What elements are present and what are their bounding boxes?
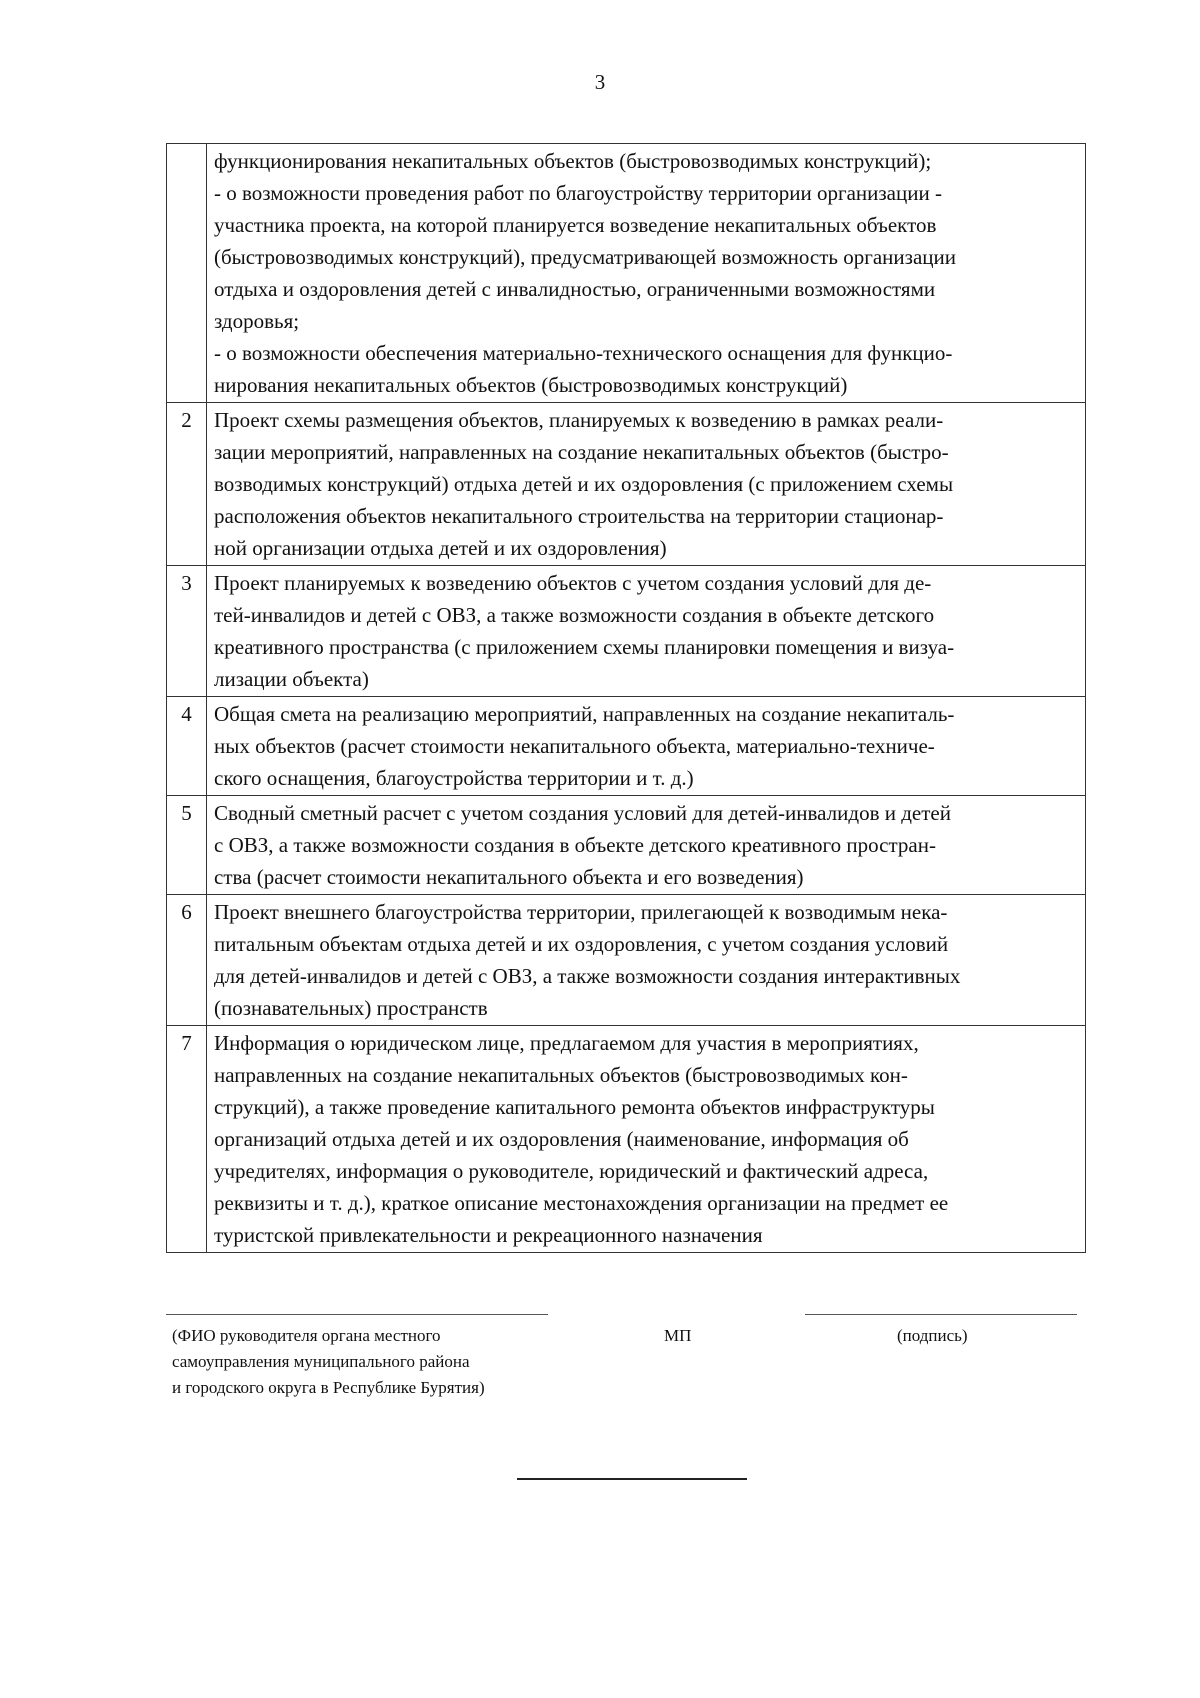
row-description-line: лизации объекта) <box>214 667 369 691</box>
row-number: 6 <box>167 895 207 1026</box>
row-number <box>167 144 207 403</box>
row-description <box>207 796 1086 895</box>
document-table-body <box>167 144 1086 1253</box>
official-name-caption-line: (ФИО руководителя органа местного <box>172 1326 441 1345</box>
row-description-line: струкций), а также проведение капитального ремонта объектов инфраструктуры <box>214 1095 935 1119</box>
row-description-line: Сводный сметный расчет с учетом создания условий для детей-инвалидов и детей <box>214 801 951 825</box>
row-description-line: нирования некапитальных объектов (быстровозводимых конструкций) <box>214 373 848 397</box>
table-row <box>167 697 1086 796</box>
official-name-caption-line: самоуправления муниципального района <box>172 1352 470 1371</box>
row-description <box>207 144 1086 403</box>
signature-label: (подпись) <box>897 1326 968 1345</box>
row-description-line: с ОВЗ, а также возможности создания в объекте детского креативного простран- <box>214 833 936 857</box>
row-description-line: зации мероприятий, направленных на создание некапитальных объектов (быстро- <box>214 440 949 464</box>
row-description-line: Информация о юридическом лице, предлагаемом для участия в мероприятиях, <box>214 1031 919 1055</box>
row-number: 4 <box>167 697 207 796</box>
row-description-line: (познавательных) пространств <box>214 996 488 1020</box>
official-name-line <box>166 1314 548 1315</box>
row-description-line: функционирования некапитальных объектов (быстровозводимых конструкций); <box>214 149 932 173</box>
row-description-line: Проект схемы размещения объектов, планируемых к возведению в рамках реали- <box>214 408 944 432</box>
table-row <box>167 144 1086 403</box>
official-name-caption <box>172 1323 485 1401</box>
row-description-line: для детей-инвалидов и детей с ОВЗ, а также возможности создания интерактивных <box>214 964 961 988</box>
row-description-line: Проект планируемых к возведению объектов с учетом создания условий для де- <box>214 571 932 595</box>
page-number: 3 <box>594 70 606 94</box>
row-description <box>207 566 1086 697</box>
row-description-line: (быстровозводимых конструкций), предусматривающей возможность организации <box>214 245 956 269</box>
row-description-line: организаций отдыха детей и их оздоровления (наименование, информация об <box>214 1127 909 1151</box>
row-description-line: отдыха и оздоровления детей с инвалидностью, ограниченными возможностями <box>214 277 936 301</box>
row-number: 3 <box>167 566 207 697</box>
row-description <box>207 895 1086 1026</box>
row-description-line: креативного пространства (с приложением схемы планировки помещения и визуа- <box>214 635 955 659</box>
row-description-line: реквизиты и т. д.), краткое описание местонахождения организации на предмет ее <box>214 1191 949 1215</box>
table-row <box>167 566 1086 697</box>
row-description-line: возводимых конструкций) отдыха детей и их оздоровления (с приложением схемы <box>214 472 954 496</box>
row-number: 5 <box>167 796 207 895</box>
row-description-line: направленных на создание некапитальных объектов (быстровозводимых кон- <box>214 1063 908 1087</box>
row-number: 7 <box>167 1026 207 1253</box>
row-description-line: ных объектов (расчет стоимости некапитального объекта, материально-техниче- <box>214 734 935 758</box>
row-description-line: участника проекта, на которой планируется возведение некапитальных объектов <box>214 213 937 237</box>
row-description-line: питальным объектам отдыха детей и их оздоровления, с учетом создания условий <box>214 932 949 956</box>
document-table <box>166 143 1086 1253</box>
row-description-line: расположения объектов некапитального строительства на территории стационар- <box>214 504 944 528</box>
row-description-line: тей-инвалидов и детей с ОВЗ, а также возможности создания в объекте детского <box>214 603 935 627</box>
row-description <box>207 697 1086 796</box>
row-number: 2 <box>167 403 207 566</box>
row-description-line: Общая смета на реализацию мероприятий, направленных на создание некапиталь- <box>214 702 955 726</box>
table-row <box>167 1026 1086 1253</box>
table-row <box>167 403 1086 566</box>
row-description-line: Проект внешнего благоустройства территории, прилегающей к возводимым нека- <box>214 900 948 924</box>
row-description-line: - о возможности проведения работ по благоустройству территории организации - <box>214 181 942 205</box>
row-description-line: ства (расчет стоимости некапитального объекта и его возведения) <box>214 865 804 889</box>
row-description <box>207 1026 1086 1253</box>
row-description-line: ского оснащения, благоустройства территории и т. д.) <box>214 766 694 790</box>
row-description-line: учредителях, информация о руководителе, юридический и фактический адреса, <box>214 1159 929 1183</box>
row-description-line: - о возможности обеспечения материально-технического оснащения для функцио- <box>214 341 953 365</box>
seal-place-label: МП <box>664 1326 692 1345</box>
table-row <box>167 796 1086 895</box>
row-description <box>207 403 1086 566</box>
official-name-caption-line: и городского округа в Республике Бурятия) <box>172 1378 485 1397</box>
signature-line <box>805 1314 1077 1315</box>
row-description-line: туристской привлекательности и рекреационного назначения <box>214 1223 763 1247</box>
end-of-document-rule <box>517 1478 747 1480</box>
table-row <box>167 895 1086 1026</box>
row-description-line: ной организации отдыха детей и их оздоровления) <box>214 536 667 560</box>
row-description-line: здоровья; <box>214 309 300 333</box>
